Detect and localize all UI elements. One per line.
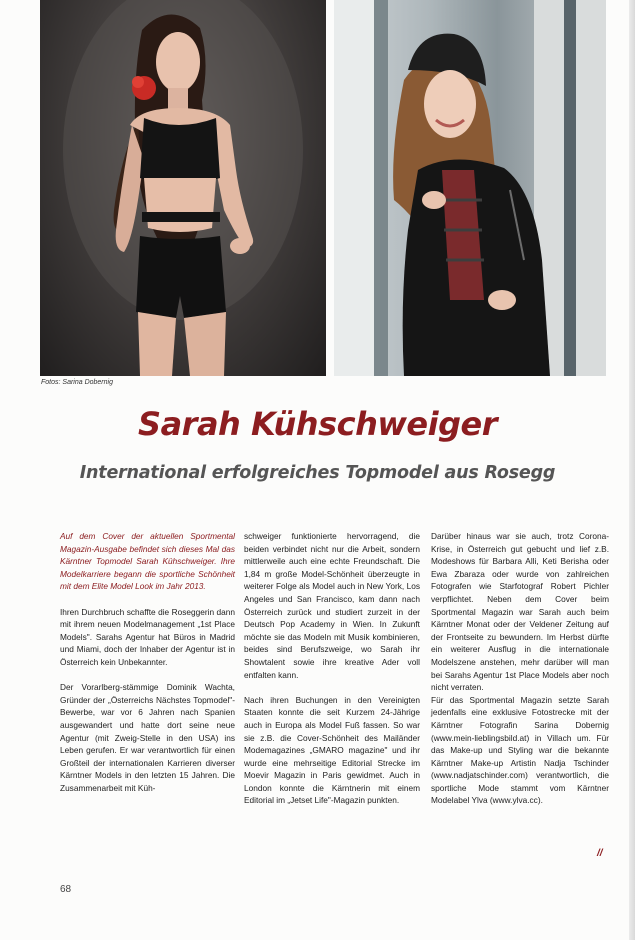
body-paragraph: Ihren Durchbruch schaffte die Roseggerin dann mit ihrem neuen Modelmanagement „1st Place Models". Sarahs Agentur hat Büros in Madrid und Miami, doch der Inhaber der Agentur ist in Österreich kein Unbekannter.: [60, 606, 235, 667]
body-paragraph: Der Vorarlberg-stämmige Dominik Wachta, Gründer der „Österreichs Nächstes Topmodel"-Bewerbe, war vor 6 Jahren nach Spanien ausgewandert und hatte dort seine neue Agentur (mit Zweig-Stelle in den USA) ins Leben gerufen. Er war verantwortlich für einen Großteil der internationalen Karrieren diverser Kärntner Models in den letzten 15 Jahren. Die Zusammenarbeit mit Küh-: [60, 682, 235, 793]
body-paragraph: schweiger funktionierte hervorragend, die beiden verbindet nicht nur die Arbeit, sondern mittlerweile auch eine echte Freundschaft. Die 1,84 m große Model-Schönheit überzeugte in weiterer Folge als Model auch in New York, Los Angeles und San Francisco, kam dann nach Österreich zurück und studiert zurzeit in der Deutsch Pop Academy in Wien. In Zukunft möchte sie das Modeln mit Musik kombinieren, beides sind Berufszweige, wo Sarah ihr Showtalent sowie ihre kreative Ader voll entfalten kann.: [244, 531, 420, 680]
page-edge: [629, 0, 635, 940]
body-paragraph: Darüber hinaus war sie auch, trotz Corona-Krise, in Österreich gut gebucht und lief z.B. Modeshows für Barbara Alli, Keti Berisha oder Ewa Zbaraza oder wurde von zahlreichen Fotografen wie Starfotograf Robert Pichler verpflichtet. Neben dem Cover beim Sportmental Magazin war Sarah auch beim Kärntner Monat oder der Veldener Zeitung auf der Frontseite zu bewundern. Im Herbst dürfte ein weiterer Ausflug in die internationale Modelszene anstehen, mehr darüber will man bei Sarahs Agentur 1st Place Models aber noch nicht verraten.: [431, 531, 609, 693]
text-column-3: [431, 530, 609, 820]
text-column-1: [60, 530, 235, 807]
photo-credit: Fotos: Sarina Dobernig: [41, 379, 113, 386]
lead-paragraph: Auf dem Cover der aktuellen Sportmental Magazin-Ausgabe befindet sich dieses Mal das Kärntner Topmodel Sarah Kühschweiger. Ihre Modelkarriere begann die sportliche Schönheit mit dem Elite Model Look im Jahr 2013.: [60, 531, 235, 592]
text-column-2: [244, 530, 420, 820]
article-title: Sarah Kühschweiger: [138, 405, 497, 443]
page-number: 68: [60, 884, 72, 895]
article-end-mark: //: [597, 848, 603, 859]
article-subtitle: International erfolgreiches Topmodel aus Rosegg: [79, 463, 556, 483]
body-paragraph: Nach ihren Buchungen in den Vereinigten Staaten konnte die seit Kurzem 24-Jährige auch in Europa als Model Fuß fassen. So war sie z.B. die Cover-Schönheit des Mailänder Modemagazines „GMARO magazine" und ihr wurde eine mehrseitige Editorial Strecke im Moevir Magazin in Paris gewidmet. Auch in London konnte die Kärntnerin mit einem Editorial im „Jetset Life"-Magazin punkten.: [244, 694, 420, 806]
body-paragraph: Für das Sportmental Magazin setzte Sarah jedenfalls eine exklusive Fotostrecke mit der Kärntner Fotografin Sarina Dobernig (www.mein-lieblingsbild.at) in Villach um. Für das Make-up und Styling war die bekannte Kärntner Make-up Artistin Nadja Tschinder (www.nadjatschinder.com) verantwortlich, die sportliche Mode stammt vom Kärntner Modelabel Ylva (www.ylva.cc).: [431, 694, 609, 806]
photo-model-studio: [40, 0, 326, 376]
photo-model-urban: [334, 0, 606, 376]
